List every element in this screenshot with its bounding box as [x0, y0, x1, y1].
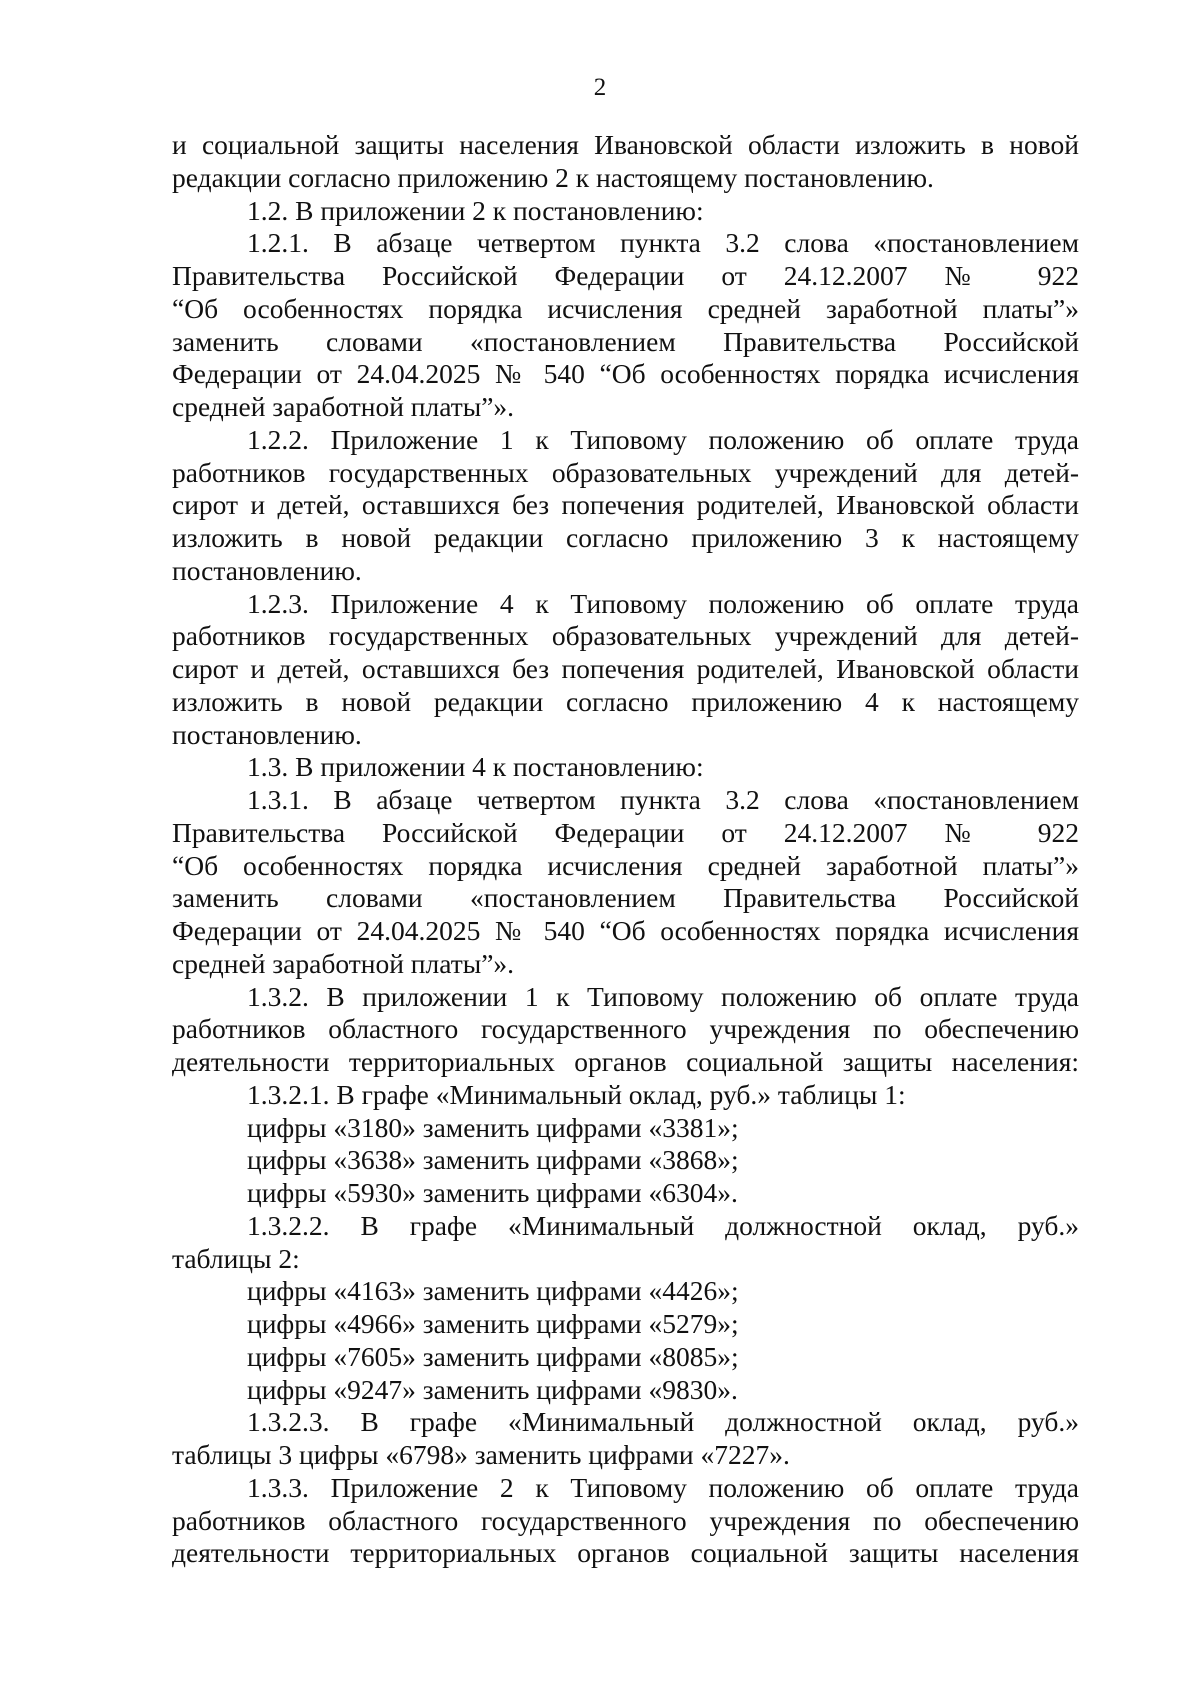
- text-line: Федерации от 24.04.2025 № 540 “Об особенностях порядка исчисления: [172, 915, 1079, 946]
- text-line: 1.3.3. Приложение 2 к Типовому положению об оплате труда: [247, 1471, 1079, 1503]
- text-line: таблицы 2:: [172, 1242, 300, 1274]
- page-number: 2: [593, 74, 607, 101]
- text-line: Правительства Российской Федерации от 24.12.2007 № 922: [172, 260, 1079, 291]
- text-line: работников областного государственного учреждения по обеспечению: [172, 1013, 1079, 1045]
- text-line: 1.2.2. Приложение 1 к Типовому положению об оплате труда: [247, 423, 1079, 455]
- text-line: постановлению.: [172, 718, 362, 750]
- text-line: работников государственных образовательных учреждений для детей-: [172, 456, 1079, 488]
- text-line: сирот и детей, оставшихся без попечения родителей, Ивановской области: [172, 489, 1079, 521]
- text-line: 1.3. В приложении 4 к постановлению:: [247, 751, 704, 783]
- text-line: 1.3.1. В абзаце четвертом пункта 3.2 слова «постановлением: [247, 784, 1079, 815]
- text-line: 1.2.1. В абзаце четвертом пункта 3.2 слова «постановлением: [247, 227, 1079, 259]
- text-line: средней заработной платы”».: [172, 947, 515, 979]
- text-line: “Об особенностях порядка исчисления средней заработной платы”»: [172, 292, 1079, 324]
- text-line: сирот и детей, оставшихся без попечения родителей, Ивановской области: [172, 653, 1079, 684]
- text-line: заменить словами «постановлением Правительства Российской: [172, 325, 1079, 357]
- text-line: цифры «4163» заменить цифрами «4426»;: [247, 1275, 739, 1307]
- text-line: 1.3.2.3. В графе «Минимальный должностной оклад, руб.»: [247, 1406, 1079, 1438]
- text-line: цифры «3638» заменить цифрами «3868»;: [247, 1144, 739, 1176]
- text-line: деятельности территориальных органов социальной защиты населения: [172, 1537, 1079, 1569]
- text-line: изложить в новой редакции согласно приложению 4 к настоящему: [172, 685, 1079, 717]
- text-line: Федерации от 24.04.2025 № 540 “Об особенностях порядка исчисления: [172, 358, 1079, 390]
- text-line: постановлению.: [172, 554, 362, 586]
- text-line: цифры «4966» заменить цифрами «5279»;: [247, 1308, 739, 1339]
- text-line: 1.3.2.1. В графе «Минимальный оклад, руб.» таблицы 1:: [247, 1078, 906, 1110]
- text-line: заменить словами «постановлением Правительства Российской: [172, 882, 1079, 914]
- text-line: 1.3.2. В приложении 1 к Типовому положению об оплате труда: [247, 980, 1079, 1012]
- text-line: Правительства Российской Федерации от 24.12.2007 № 922: [172, 816, 1079, 848]
- text-line: средней заработной платы”».: [172, 391, 515, 422]
- text-line: цифры «5930» заменить цифрами «6304».: [247, 1177, 738, 1208]
- text-line: цифры «7605» заменить цифрами «8085»;: [247, 1340, 739, 1372]
- text-line: 1.2. В приложении 2 к постановлению:: [247, 194, 704, 226]
- text-line: деятельности территориальных органов социальной защиты населения:: [172, 1046, 1079, 1077]
- text-line: 1.3.2.2. В графе «Минимальный должностной оклад, руб.»: [247, 1209, 1079, 1241]
- text-line: цифры «3180» заменить цифрами «3381»;: [247, 1111, 739, 1143]
- text-line: работников государственных образовательных учреждений для детей-: [172, 620, 1079, 652]
- document-body: [172, 129, 1079, 1570]
- text-line: и социальной защиты населения Ивановской области изложить в новой: [172, 129, 1079, 160]
- text-line: 1.2.3. Приложение 4 к Типовому положению об оплате труда: [247, 587, 1079, 619]
- text-line: цифры «9247» заменить цифрами «9830».: [247, 1373, 738, 1405]
- text-line: работников областного государственного учреждения по обеспечению: [172, 1504, 1079, 1536]
- text-line: “Об особенностях порядка исчисления средней заработной платы”»: [172, 849, 1079, 881]
- text-line: таблицы 3 цифры «6798» заменить цифрами «7227».: [172, 1439, 790, 1470]
- text-line: изложить в новой редакции согласно приложению 3 к настоящему: [172, 522, 1079, 553]
- text-line: редакции согласно приложению 2 к настоящему постановлению.: [172, 161, 934, 193]
